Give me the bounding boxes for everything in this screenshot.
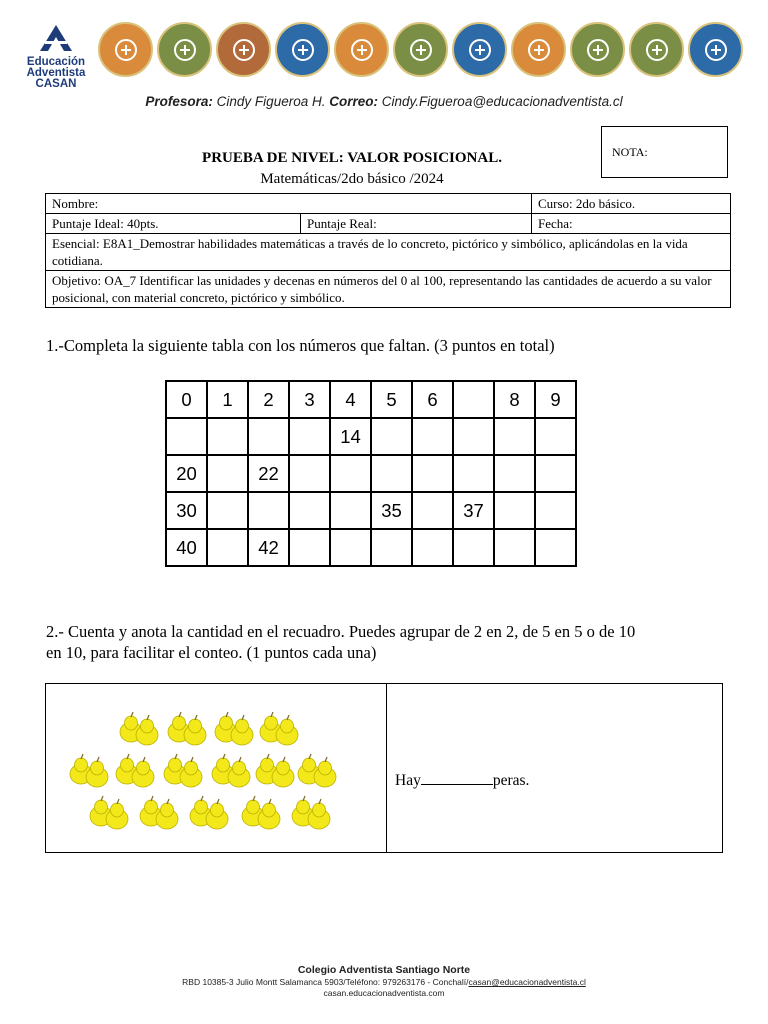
grid-cell[interactable] [248, 418, 289, 455]
number-grid [165, 380, 577, 567]
teacher-name: Cindy Figueroa H. [216, 94, 326, 109]
grid-cell: 37 [453, 492, 494, 529]
pear [106, 799, 128, 829]
grid-cell[interactable] [289, 529, 330, 566]
grid-cell[interactable] [330, 492, 371, 529]
essential-objective: Esencial: E8A1_Demostrar habilidades matemáticas a través de lo concreto, pictórico y simbólico, aplicándolas en la vida cotidiana. [46, 234, 731, 271]
pear [308, 799, 330, 829]
name-field[interactable]: Nombre: [46, 194, 532, 214]
grid-cell[interactable] [289, 492, 330, 529]
grid-cell: 8 [494, 381, 535, 418]
grid-cell[interactable] [207, 455, 248, 492]
grid-cell[interactable] [494, 529, 535, 566]
grid-row [166, 418, 576, 455]
count-box-divider [386, 683, 387, 853]
grid-cell: 42 [248, 529, 289, 566]
grid-cell[interactable] [371, 418, 412, 455]
teacher-label: Profesora: [145, 94, 213, 109]
grid-cell: 5 [371, 381, 412, 418]
test-subtitle: Matemáticas/2do básico /2024 [260, 171, 444, 187]
grid-cell[interactable] [412, 529, 453, 566]
pear [132, 757, 154, 787]
grid-cell: 30 [166, 492, 207, 529]
pear [180, 757, 202, 787]
answer-prefix: Hay [395, 772, 421, 789]
grid-cell[interactable] [166, 418, 207, 455]
grid-cell[interactable] [535, 492, 576, 529]
grid-cell[interactable] [535, 455, 576, 492]
question-1: 1.-Completa la siguiente tabla con los números que faltan. (3 puntos en total) [46, 336, 555, 355]
grid-cell[interactable] [412, 455, 453, 492]
pear [276, 715, 298, 745]
grid-cell[interactable] [330, 529, 371, 566]
pear [86, 757, 108, 787]
grid-cell[interactable] [207, 529, 248, 566]
grid-cell: 0 [166, 381, 207, 418]
footer-address-text: RBD 10385-3 Julio Montt Salamanca 5903/Teléfono: 979263176 - Conchalí/ [182, 977, 469, 987]
grid-cell[interactable] [207, 418, 248, 455]
header-icon-strip [98, 22, 743, 78]
praying-hands-cross-icon [98, 22, 153, 77]
grid-cell[interactable] [494, 492, 535, 529]
real-score-field[interactable]: Puntaje Real: [301, 214, 532, 234]
course-field: Curso: 2do básico. [532, 194, 731, 214]
grid-cell: 35 [371, 492, 412, 529]
heart-hands-icon [570, 22, 625, 77]
teacher-line [0, 94, 768, 109]
pears-illustration [60, 700, 380, 840]
grid-cell[interactable] [535, 418, 576, 455]
grid-cell: 2 [248, 381, 289, 418]
grid-cell: 20 [166, 455, 207, 492]
answer-blank[interactable] [421, 770, 493, 785]
grid-cell[interactable] [494, 455, 535, 492]
grid-cell[interactable] [412, 418, 453, 455]
logo-line-1: Educación [26, 56, 86, 68]
email-label: Correo: [329, 94, 379, 109]
grid-cell: 14 [330, 418, 371, 455]
grid-cell[interactable] [453, 381, 494, 418]
test-title: PRUEBA DE NIVEL: VALOR POSICIONAL. [202, 150, 502, 166]
grid-cell: 1 [207, 381, 248, 418]
grid-cell: 40 [166, 529, 207, 566]
grid-cell: 6 [412, 381, 453, 418]
people-icon [216, 22, 271, 77]
grid-cell: 3 [289, 381, 330, 418]
head-brain-icon [275, 22, 330, 77]
pear [272, 757, 294, 787]
answer-suffix: peras. [492, 772, 530, 789]
grid-row [166, 381, 576, 418]
grid-row [166, 455, 576, 492]
question-2-line-2: en 10, para facilitar el conteo. (1 puntos cada una) [46, 643, 377, 662]
footer-website[interactable]: casan.educacionadventista.com [323, 988, 445, 998]
operations-person-icon [511, 22, 566, 77]
grid-row [166, 492, 576, 529]
pear [231, 715, 253, 745]
question-2-line-1: 2.- Cuenta y anota la cantidad en el recuadro. Puedes agrupar de 2 en 2, de 5 en 5 o de 10 [46, 622, 636, 641]
answer-line [395, 770, 529, 790]
pear [314, 757, 336, 787]
pear [228, 757, 250, 787]
grid-cell: 22 [248, 455, 289, 492]
grid-cell[interactable] [207, 492, 248, 529]
pear [206, 799, 228, 829]
teacher-email: Cindy.Figueroa@educacionadventista.cl [381, 94, 623, 109]
magnifier-plant-icon [393, 22, 448, 77]
footer-school: Colegio Adventista Santiago Norte [297, 964, 471, 976]
grid-row [166, 529, 576, 566]
gears-money-icon [688, 22, 743, 77]
grade-label: NOTA: [612, 145, 648, 159]
grid-cell[interactable] [453, 529, 494, 566]
date-field[interactable]: Fecha: [532, 214, 731, 234]
logo-line-3: CASAN [35, 78, 77, 90]
grid-cell[interactable] [248, 492, 289, 529]
pear [156, 799, 178, 829]
pear [258, 799, 280, 829]
footer-email-link[interactable]: casan@educacionadventista.cl [468, 977, 586, 987]
learning-objective: Objetivo: OA_7 Identificar las unidades y decenas en números del 0 al 100, representando las cantidades de acuerdo a su valor posicional, con material concreto, pictórico y simbólico. [46, 271, 731, 308]
ideal-score-field: Puntaje Ideal: 40pts. [46, 214, 301, 234]
grid-cell: 4 [330, 381, 371, 418]
grid-cell[interactable] [453, 455, 494, 492]
footer-address [0, 977, 768, 987]
pear [136, 715, 158, 745]
grid-cell[interactable] [412, 492, 453, 529]
grade-box[interactable] [601, 126, 728, 178]
pear [184, 715, 206, 745]
group-chat-icon [452, 22, 507, 77]
grid-cell: 9 [535, 381, 576, 418]
school-logo [14, 24, 98, 94]
grid-cell[interactable] [371, 529, 412, 566]
grid-cell[interactable] [453, 418, 494, 455]
grid-cell[interactable] [371, 455, 412, 492]
grid-cell[interactable] [289, 455, 330, 492]
grid-cell[interactable] [494, 418, 535, 455]
tools-icon [157, 22, 212, 77]
apple-icon [629, 22, 684, 77]
logo-line-2: Adventista [26, 67, 86, 79]
student-info-table [45, 193, 731, 308]
grid-cell[interactable] [535, 529, 576, 566]
logo-a-icon [37, 24, 75, 52]
grid-cell[interactable] [289, 418, 330, 455]
palette-hand-icon [334, 22, 389, 77]
grid-cell[interactable] [330, 455, 371, 492]
